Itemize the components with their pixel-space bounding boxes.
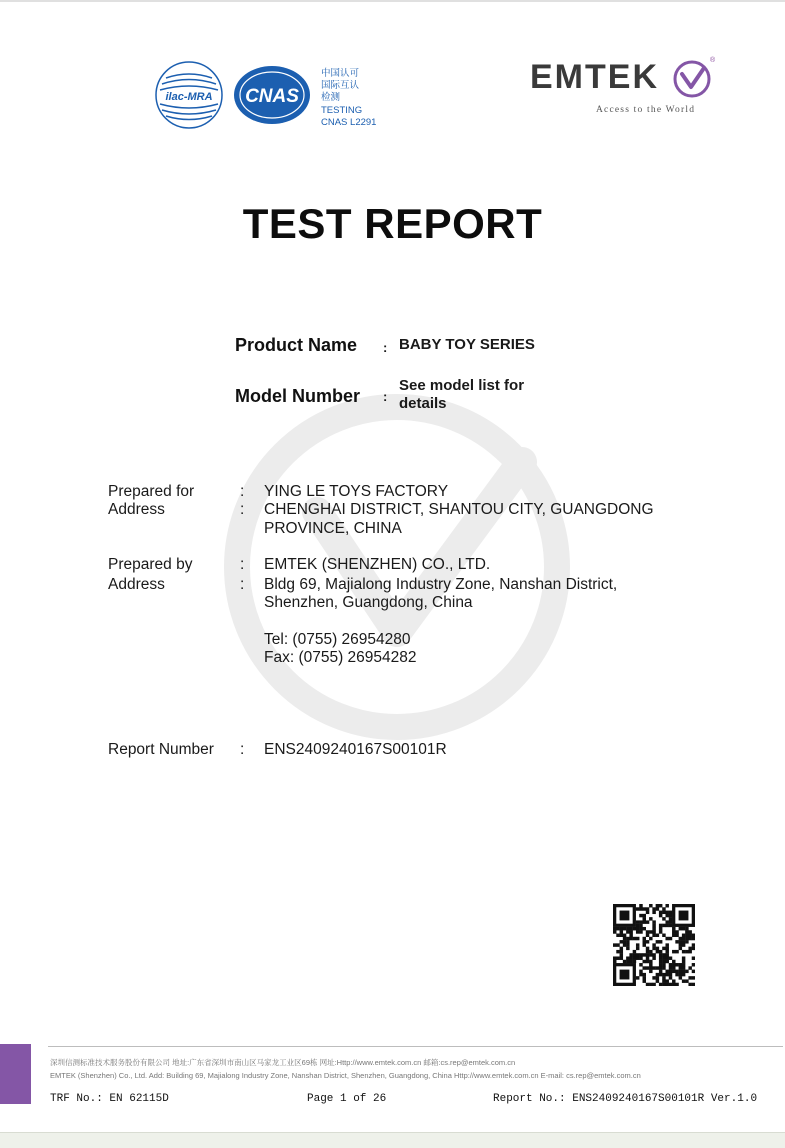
- prepared-for-company: YING LE TOYS FACTORY: [264, 483, 449, 500]
- cnas-logo-text: CNAS: [245, 86, 299, 107]
- cnas-caption-line: 国际互认: [321, 80, 360, 92]
- emtek-tagline: Access to the World: [596, 105, 696, 115]
- report-number-value: ENS2409240167S00101R: [264, 741, 447, 758]
- prepared-by-colon: :: [240, 556, 245, 573]
- prepared-for-address-line-2: PROVINCE, CHINA: [264, 520, 402, 537]
- prepared-by-address-line-2: Shenzhen, Guangdong, China: [264, 594, 473, 611]
- emtek-registered-mark: ®: [710, 57, 716, 64]
- prepared-for-address-line-1: CHENGHAI DISTRICT, SHANTOU CITY, GUANGDONG: [264, 501, 654, 518]
- report-number-colon: :: [240, 741, 245, 758]
- prepared-by-fax: Fax: (0755) 26954282: [264, 649, 417, 666]
- prepared-for-label: Prepared for: [108, 483, 195, 500]
- prepared-by-company: EMTEK (SHENZHEN) CO., LTD.: [264, 556, 491, 573]
- footer-accent-bar: [0, 1044, 31, 1104]
- cnas-caption-line: TESTING: [321, 104, 363, 116]
- emtek-logo-text: EMTEK: [530, 58, 659, 96]
- cnas-caption-line: CNAS L2291: [321, 116, 377, 128]
- cnas-caption: [321, 68, 376, 129]
- qr-code-icon: [613, 904, 695, 986]
- model-number-value-line: See model list for: [399, 377, 525, 394]
- footer-report-number: Report No.: ENS2409240167S00101R Ver.1.0: [493, 1093, 758, 1105]
- prepared-for-address-colon: :: [240, 501, 245, 518]
- ilac-mra-logo: [154, 60, 224, 130]
- footer-trf-number: TRF No.: EN 62115D: [50, 1093, 169, 1105]
- prepared-for-address-label: Address: [108, 501, 165, 518]
- model-number-label: Model Number: [235, 386, 361, 406]
- page-title: TEST REPORT: [242, 200, 543, 247]
- cnas-caption-line: 中国认可: [321, 68, 360, 79]
- footer-page-number: Page 1 of 26: [307, 1093, 387, 1105]
- footer-english-contact: EMTEK (Shenzhen) Co., Ltd. Add: Building 69, Majialong Industry Zone, Nanshan District, Shenzhen, Guangdong, China Http://www.emtek.com.cn E-mail: cs.rep@emtek.com.cn: [50, 1071, 641, 1080]
- prepared-for-colon: :: [240, 483, 245, 500]
- prepared-by-address-colon: :: [240, 576, 245, 593]
- top-rule: [0, 0, 785, 2]
- cnas-caption-line: 检测: [321, 92, 341, 104]
- prepared-by-address-line-1: Bldg 69, Majialong Industry Zone, Nanshan District,: [264, 576, 618, 593]
- emtek-check-mark-icon: [672, 59, 712, 99]
- model-number-value-line: details: [399, 395, 447, 412]
- cnas-logo: [232, 64, 312, 126]
- model-number-colon: :: [383, 389, 388, 404]
- footer-divider: [48, 1046, 783, 1047]
- ilac-logo-text: ilac-MRA: [165, 91, 213, 103]
- model-number-value: [399, 377, 569, 413]
- product-name-value: BABY TOY SERIES: [399, 336, 535, 353]
- bottom-strip: [0, 1132, 785, 1148]
- prepared-by-tel: Tel: (0755) 26954280: [264, 631, 411, 648]
- prepared-by-label: Prepared by: [108, 556, 193, 573]
- report-number-label: Report Number: [108, 741, 214, 758]
- product-name-label: Product Name: [235, 335, 358, 355]
- prepared-by-address-label: Address: [108, 576, 165, 593]
- product-name-colon: :: [383, 340, 388, 355]
- footer-chinese-contact: 深圳信测标准技术服务股份有限公司 地址:广东省深圳市南山区马家龙工业区69栋 网址:Http://www.emtek.com.cn 邮箱:cs.rep@emtek.com.cn: [50, 1058, 516, 1067]
